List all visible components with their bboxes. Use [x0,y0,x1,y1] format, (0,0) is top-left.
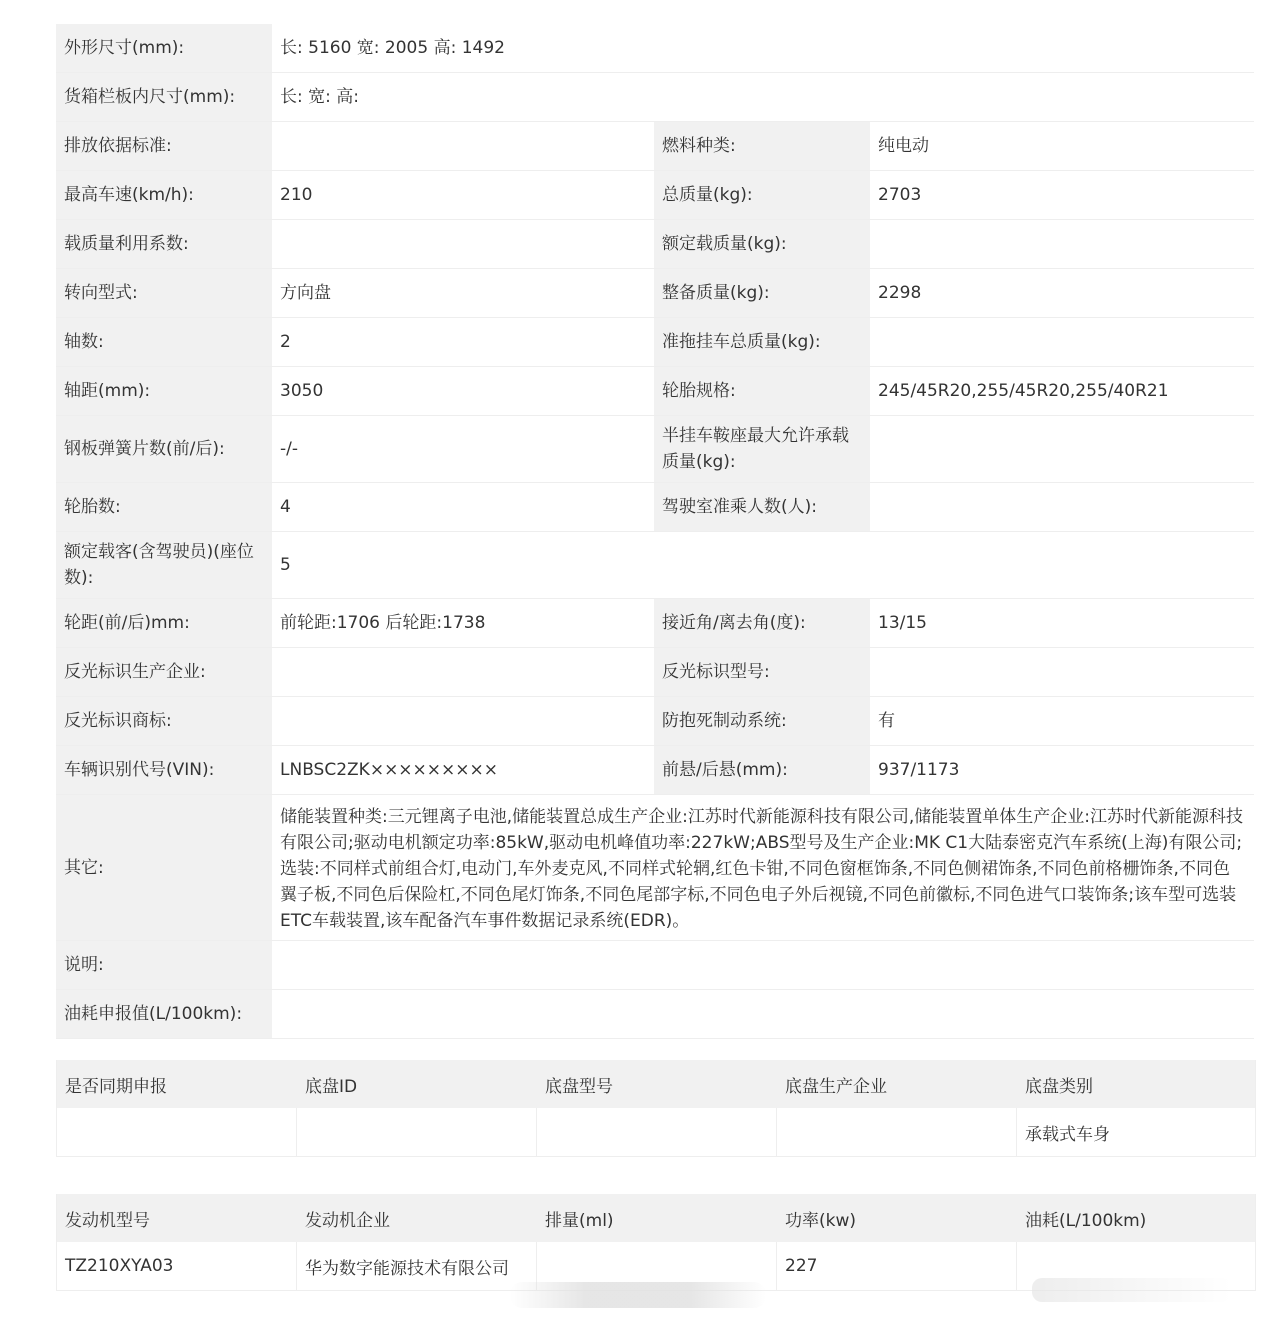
chassis-cell [57,1108,297,1156]
spec-row [56,648,1254,697]
spec-label: 最高车速(km/h): [56,171,272,219]
spec-label: 货箱栏板内尺寸(mm): [56,73,272,121]
spec-value: 前轮距:1706 后轮距:1738 [272,599,654,647]
spec-row [56,24,1254,73]
spec-label: 准拖挂车总质量(kg): [654,318,870,366]
spec-row [56,483,1254,532]
spec-value: LNBSC2ZK××××××××× [272,746,654,794]
spec-value [272,220,654,268]
chassis-header-cell: 底盘类别 [1025,1076,1093,1097]
spec-label: 排放依据标准: [56,122,272,170]
spec-label: 油耗申报值(L/100km): [56,990,272,1038]
spec-label: 接近角/离去角(度): [654,599,870,647]
spec-label: 反光标识生产企业: [56,648,272,696]
chassis-cell [777,1108,1017,1156]
spec-value: 纯电动 [870,122,1254,170]
spec-label: 额定载质量(kg): [654,220,870,268]
spec-label: 其它: [56,795,272,940]
spec-row [56,171,1254,220]
spec-label: 钢板弹簧片数(前/后): [56,416,272,482]
engine-cell: TZ210XYA03 [57,1242,297,1290]
spec-value: 13/15 [870,599,1254,647]
spec-label: 总质量(kg): [654,171,870,219]
spec-value: 2 [272,318,654,366]
spec-row [56,122,1254,171]
spec-value: 2298 [870,269,1254,317]
chassis-header-cell: 底盘型号 [545,1076,613,1097]
spec-label: 驾驶室准乘人数(人): [654,483,870,531]
spec-value [272,648,654,696]
spec-value: 4 [272,483,654,531]
spec-value [272,941,1254,989]
spec-value: 长: 宽: 高: [272,73,1254,121]
engine-header-cell: 发动机企业 [305,1210,390,1231]
spec-label: 整备质量(kg): [654,269,870,317]
spec-row [56,416,1254,483]
chassis-header-row [57,1060,1255,1108]
spec-row [56,941,1254,990]
spec-value [870,483,1254,531]
spec-label: 反光标识商标: [56,697,272,745]
engine-header-cell: 排量(ml) [545,1210,614,1231]
spec-label: 轴数: [56,318,272,366]
chassis-cell [537,1108,777,1156]
engine-cell: 华为数字能源技术有限公司 [297,1242,537,1290]
spec-row [56,746,1254,795]
spec-label: 防抱死制动系统: [654,697,870,745]
spec-label: 前悬/后悬(mm): [654,746,870,794]
spec-row [56,697,1254,746]
spec-value [272,990,1254,1038]
spec-value: 2703 [870,171,1254,219]
spec-value: 有 [870,697,1254,745]
chassis-header-cell: 是否同期申报 [65,1076,167,1097]
chassis-header-cell: 底盘ID [305,1076,358,1097]
spec-label: 说明: [56,941,272,989]
spec-label: 轮胎数: [56,483,272,531]
spec-row [56,220,1254,269]
spec-value [870,648,1254,696]
spec-label: 载质量利用系数: [56,220,272,268]
spec-value [870,220,1254,268]
spec-value: 210 [272,171,654,219]
engine-header-cell: 功率(kw) [785,1210,857,1231]
spec-label: 转向型式: [56,269,272,317]
spec-label: 反光标识型号: [654,648,870,696]
spec-row [56,73,1254,122]
spec-label: 燃料种类: [654,122,870,170]
spec-value: 3050 [272,367,654,415]
spec-value: 储能装置种类:三元锂离子电池,储能装置总成生产企业:江苏时代新能源科技有限公司,储能装置单体生产企业:江苏时代新能源科技有限公司;驱动电机额定功率:85kW,驱动电机峰值功率:227kW;ABS型号及生产企业:MK C1大陆泰密克汽车系统(上海)有限公司;选装:不同样式前组合灯,电动门,车外麦克风,不同样式轮辋,红色卡钳,不同色窗框饰条,不同色侧裙饰条,不同色前格栅饰条,不同色翼子板,不同色后保险杠,不同色尾灯饰条,不同色尾部字标,不同色电子外后视镜,不同色前徽标,不同色进气口装饰条;该车型可选装ETC车载装置,该车配备汽车事件数据记录系统(EDR)。 [272,795,1254,940]
engine-header-cell: 油耗(L/100km) [1025,1210,1147,1231]
spec-label: 轮胎规格: [654,367,870,415]
chassis-cell: 承载式车身 [1025,1124,1110,1145]
engine-table [56,1194,1256,1291]
spec-value: 5 [272,532,1254,598]
engine-header-cell: 发动机型号 [65,1210,150,1231]
spec-value: 方向盘 [272,269,654,317]
spec-value [272,122,654,170]
engine-cell: 227 [777,1242,1017,1290]
spec-row [56,367,1254,416]
spec-label: 额定载客(含驾驶员)(座位数): [56,532,272,598]
spec-value: -/- [272,416,654,482]
spec-label: 外形尺寸(mm): [56,24,272,72]
spec-row [56,990,1254,1039]
spec-row [56,599,1254,648]
spec-row [56,795,1254,941]
spec-row [56,532,1254,599]
spec-label: 车辆识别代号(VIN): [56,746,272,794]
spec-value [870,416,1254,482]
table-row [57,1108,1255,1157]
chassis-table [56,1060,1256,1157]
spec-value [870,318,1254,366]
spec-value: 长: 5160 宽: 2005 高: 1492 [272,24,1254,72]
spec-label: 轮距(前/后)mm: [56,599,272,647]
spec-row [56,318,1254,367]
vehicle-spec-table [56,24,1254,1039]
spec-row [56,269,1254,318]
spec-label: 半挂车鞍座最大允许承载质量(kg): [654,416,870,482]
spec-value: 245/45R20,255/45R20,255/40R21 [870,367,1254,415]
chassis-header-cell: 底盘生产企业 [785,1076,887,1097]
watermark-logo-blur [1032,1278,1232,1302]
engine-header-row [57,1194,1255,1242]
spec-value: 937/1173 [870,746,1254,794]
chassis-cell [297,1108,537,1156]
watermark-blur [510,1282,766,1308]
spec-value [272,697,654,745]
spec-label: 轴距(mm): [56,367,272,415]
